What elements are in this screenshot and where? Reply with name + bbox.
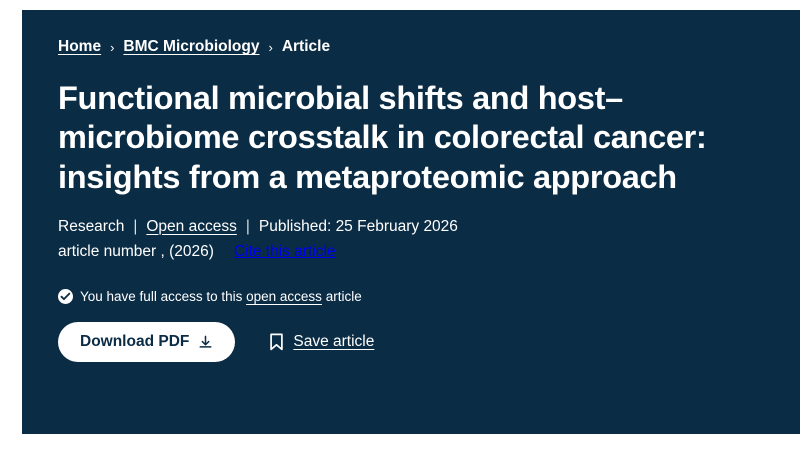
download-pdf-label: Download PDF (80, 333, 190, 351)
download-icon (198, 335, 213, 350)
check-circle-icon (58, 289, 73, 304)
access-notice (58, 289, 764, 304)
open-access-info-link[interactable]: open access (246, 289, 322, 305)
meta-divider: | (245, 217, 250, 235)
bookmark-icon (269, 333, 284, 351)
article-header-banner (22, 10, 800, 434)
meta-divider: | (133, 217, 138, 235)
published-date: Published: 25 February 2026 (258, 217, 458, 235)
open-access-link[interactable]: Open access (146, 217, 237, 235)
page-title: Functional microbial shifts and host–microbiome crosstalk in colorectal cancer: insights from a metaproteomic approach (58, 79, 707, 195)
article-meta-line-secondary (58, 241, 764, 263)
article-number: article number , (2026) (58, 242, 214, 260)
save-article-label: Save article (293, 333, 375, 351)
article-type: Research (58, 217, 125, 235)
cite-this-article-link[interactable]: Cite this article (233, 242, 336, 260)
article-meta-line (58, 216, 764, 238)
breadcrumb-item-journal[interactable]: BMC Microbiology (123, 38, 260, 55)
download-pdf-button[interactable] (58, 322, 235, 362)
access-notice-prefix: You have full access to this (80, 289, 243, 305)
breadcrumb (58, 38, 764, 57)
save-article-button[interactable] (269, 333, 374, 351)
breadcrumb-separator: › (268, 39, 273, 55)
breadcrumb-item-article: Article (281, 38, 331, 55)
article-actions (58, 322, 764, 362)
breadcrumb-separator: › (110, 39, 115, 55)
access-notice-suffix: article (325, 289, 362, 305)
breadcrumb-item-home[interactable]: Home (58, 38, 102, 55)
